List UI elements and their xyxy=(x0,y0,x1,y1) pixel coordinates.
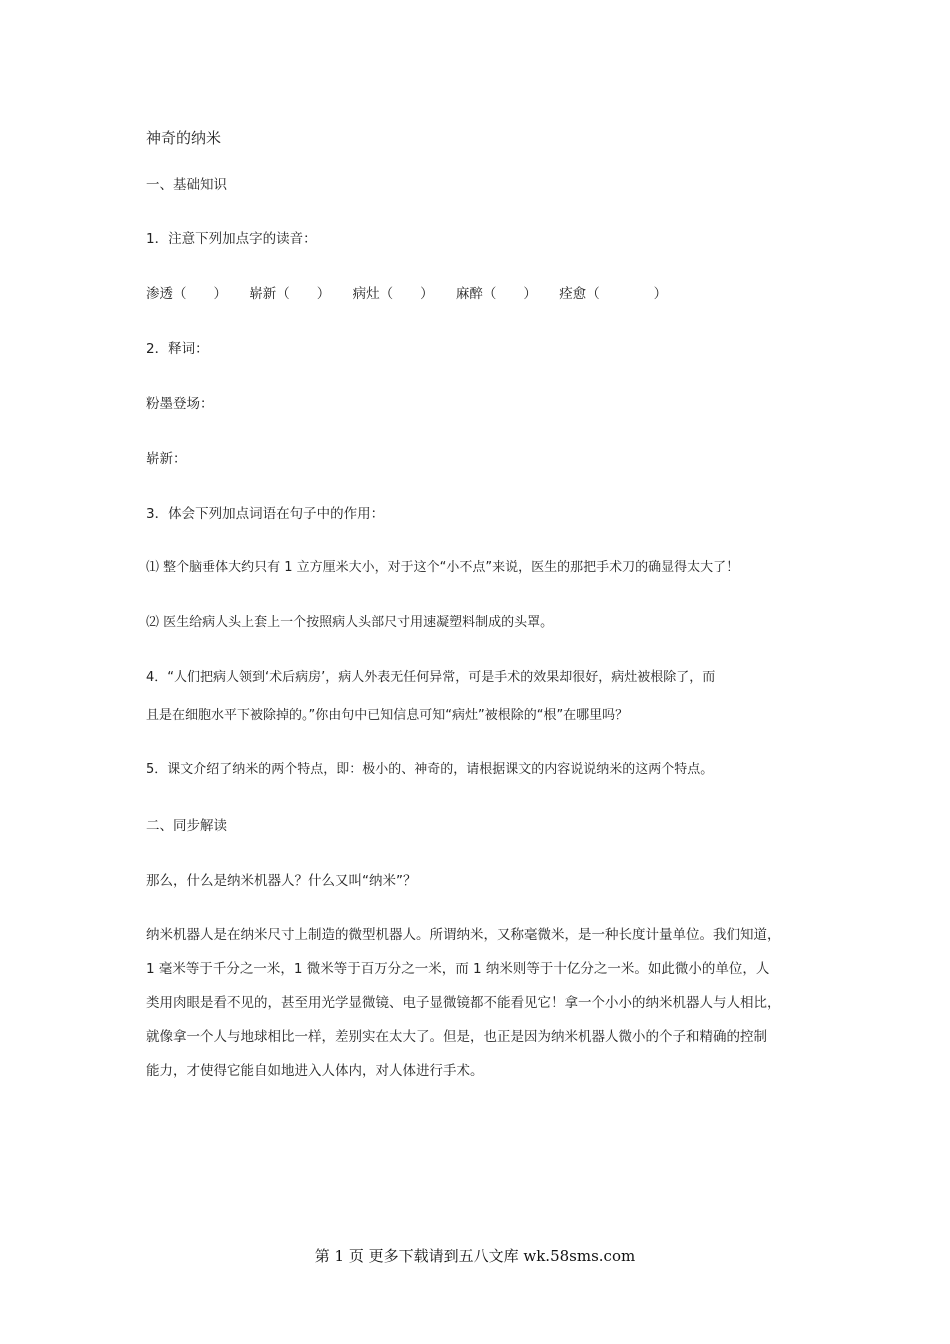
pinyin-items-row xyxy=(146,284,685,304)
pinyin-item xyxy=(353,284,434,304)
question-3-label: 3．体会下列加点词语在句子中的作用： xyxy=(146,506,385,522)
answer-blank: （ ） xyxy=(586,286,668,302)
answer-blank: （ ） xyxy=(173,286,227,302)
pinyin-word: 病灶 xyxy=(352,286,380,302)
pinyin-word: 麻醉 xyxy=(455,286,483,302)
paragraph-line: 1 毫米等于千分之一米，1 微米等于百万分之一米，而 1 纳米则等于十亿分之一米。如此微小的单位，人 xyxy=(146,961,770,977)
answer-blank: （ ） xyxy=(276,286,331,302)
pinyin-item xyxy=(559,284,667,304)
question-1-label: 1．注意下列加点字的读音： xyxy=(146,231,317,247)
reading-question: 那么，什么是纳米机器人？什么又叫“纳米”？ xyxy=(146,873,417,889)
answer-blank: （ ） xyxy=(379,286,434,302)
reading-paragraph xyxy=(146,925,816,1095)
pinyin-word: 渗透 xyxy=(146,286,173,302)
section-heading-basics: 一、基础知识 xyxy=(146,177,227,193)
page-title: 神奇的纳米 xyxy=(146,129,222,147)
paragraph-line: 就像拿一个人与地球相比一样，差别实在太大了。但是，也正是因为纳米机器人微小的个子和精确的控制 xyxy=(146,1029,767,1045)
term-zhanxin: 崭新： xyxy=(146,451,187,467)
pinyin-item xyxy=(249,284,330,304)
question-2-label: 2．释词： xyxy=(146,341,209,357)
answer-blank: （ ） xyxy=(482,286,537,302)
question-3-sentence-2: ⑵ 医生给病人头上套上一个按照病人头部尺寸用速凝塑料制成的头罩。 xyxy=(146,615,554,630)
pinyin-item xyxy=(146,284,227,304)
section-heading-reading: 二、同步解读 xyxy=(146,818,227,834)
pinyin-word: 崭新 xyxy=(249,286,277,302)
question-4-line-1: 4．“人们把病人领到‘术后病房’，病人外表无任何异常，可是手术的效果却很好，病灶被根除了，而 xyxy=(146,670,716,685)
question-5: 5．课文介绍了纳米的两个特点，即：极小的、神奇的，请根据课文的内容说说纳米的这两个特点。 xyxy=(146,762,714,777)
page-footer: 第 1 页 更多下载请到五八文库 wk.58sms.com xyxy=(314,1247,636,1265)
term-fenmo-dengchang: 粉墨登场： xyxy=(146,396,214,412)
question-3-sentence-1: ⑴ 整个脑垂体大约只有 1 立方厘米大小，对于这个“小不点”来说，医生的那把手术刀的确显得太大了！ xyxy=(146,560,740,575)
question-4-line-2: 且是在细胞水平下被除掉的。”你由句中已知信息可知“病灶”被根除的“根”在哪里吗？ xyxy=(146,708,629,723)
pinyin-word: 痊愈 xyxy=(559,286,587,302)
paragraph-line: 类用肉眼是看不见的，甚至用光学显微镜、电子显微镜都不能看见它！拿一个小小的纳米机器人与人相比， xyxy=(146,995,781,1011)
pinyin-item xyxy=(456,284,537,304)
paragraph-line: 能力，才使得它能自如地进入人体内，对人体进行手术。 xyxy=(146,1063,484,1079)
paragraph-line: 纳米机器人是在纳米尺寸上制造的微型机器人。所谓纳米，又称毫微米，是一种长度计量单位。我们知道， xyxy=(146,927,781,943)
